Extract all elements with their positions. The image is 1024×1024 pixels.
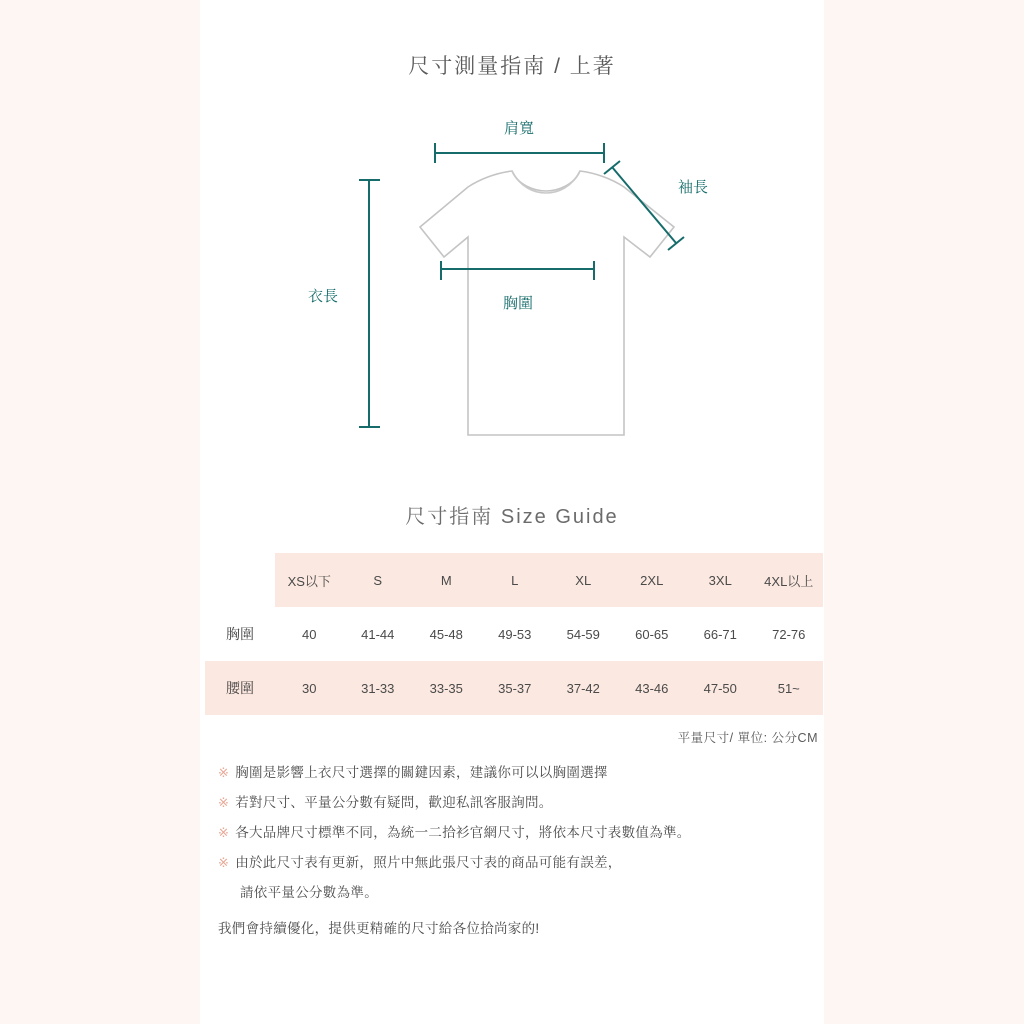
table-header-cell-2: S [373,572,383,588]
page-title [200,48,824,84]
cell-waist-2: 33-35 [429,680,463,696]
cell-chest-4: 54-59 [566,626,600,642]
table-header-cell-0 [205,553,275,607]
table-header-cell-4: L [511,572,519,588]
sleeve-measure [604,161,684,250]
size-table-wrapper [205,553,823,715]
note-mark-icon: ※ [218,765,230,780]
table-header-cell-7: 3XL [708,572,732,588]
note-item [218,818,824,848]
cell-chest-6: 66-71 [703,626,737,642]
note-mark-icon: ※ [218,855,230,870]
garment-illustration [200,105,824,465]
cell-waist-7: 51~ [777,680,800,696]
note-text: 胸圍是影響上衣尺寸選擇的關鍵因素，建議你可以以胸圍選擇 [235,765,608,780]
cell-waist-4: 37-42 [566,680,600,696]
cell-waist-0: 30 [302,680,317,696]
table-header-cell-3: M [440,572,452,588]
note-text: 各大品牌尺寸標準不同，為統一二拾衫官網尺寸，將依本尺寸表數值為準。 [235,825,691,840]
cell-waist-6: 47-50 [703,680,737,696]
cell-waist-5: 43-46 [635,680,669,696]
note-item [218,758,824,788]
note-closing: 我們會持續優化，提供更精確的尺寸給各位拾尚家的! [218,921,540,936]
chest-measure [441,261,594,280]
note-text: 由於此尺寸表有更新，照片中無此張尺寸表的商品可能有誤差， [235,855,622,870]
shoulder-measure [435,143,604,163]
size-table-head [205,553,823,607]
table-row [205,607,823,661]
note-continuation: 請依平量公分數為準。 [240,885,378,900]
table-row [205,661,823,715]
left-decorative-band [0,0,200,1024]
table-header-cell-6: 2XL [640,572,664,588]
cell-chest-1: 41-44 [361,626,395,642]
page-content [200,0,824,1024]
cell-waist-1: 31-33 [361,680,395,696]
size-table-body [205,607,823,715]
cell-waist-3: 35-37 [498,680,532,696]
notes-list [218,758,824,944]
note-text: 若對尺寸、平量公分數有疑問，歡迎私訊客服詢問。 [235,795,553,810]
note-mark-icon: ※ [218,825,230,840]
label-chest: 胸圍 [502,295,534,312]
label-sleeve: 袖長 [678,179,709,196]
cell-chest-7: 72-76 [772,626,806,642]
row-label-chest: 胸圍 [205,607,275,661]
note-item [218,848,824,878]
cell-chest-0: 40 [302,626,317,642]
units-note: 平量尺寸/ 單位: 公分CM [677,731,818,745]
label-length: 衣長 [308,288,339,305]
label-shoulder: 肩寬 [503,120,535,137]
tshirt-outline [420,171,674,435]
table-header-row [205,553,823,607]
size-table [205,553,823,715]
size-guide-heading: 尺寸指南 Size Guide [405,506,619,528]
table-header-cell-5: XL [575,572,592,588]
row-label-waist: 腰圍 [205,661,275,715]
note-mark-icon: ※ [218,795,230,810]
note-item [218,788,824,818]
table-header-cell-8: 4XL以上 [764,573,814,589]
right-decorative-band [824,0,1024,1024]
cell-chest-3: 49-53 [498,626,532,642]
table-header-cell-1: XS以下 [287,573,331,589]
cell-chest-5: 60-65 [635,626,669,642]
page-title-text: 尺寸測量指南 / 上著 [394,48,630,84]
cell-chest-2: 45-48 [429,626,463,642]
length-measure [359,180,380,427]
